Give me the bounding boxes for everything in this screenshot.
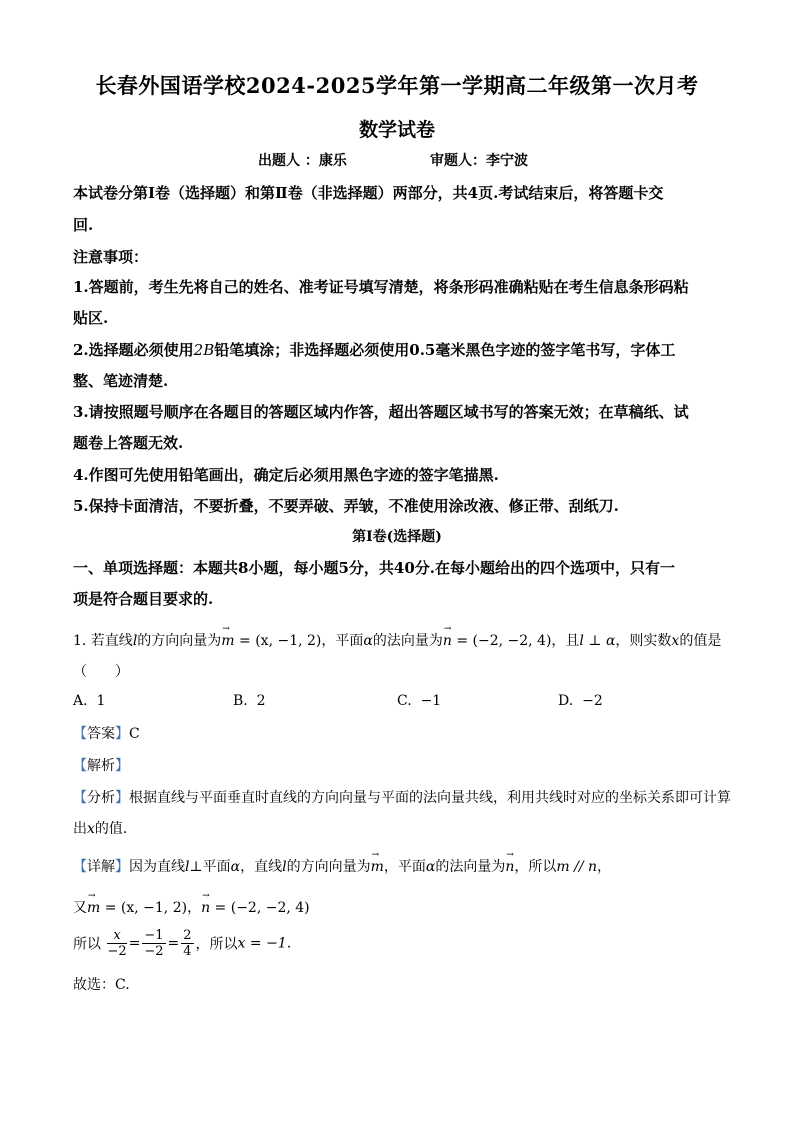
xj-text-6: 的法向量为 bbox=[435, 859, 506, 875]
note-2-line-2: 整、笔迹清楚. bbox=[73, 372, 169, 390]
bracket-open-icon: 【 bbox=[73, 758, 87, 774]
answer-value: C bbox=[129, 726, 140, 742]
vector-arrow-icon: → bbox=[88, 891, 96, 901]
frac-2-den: −2 bbox=[144, 944, 164, 959]
bracket-open-icon: 【 bbox=[73, 726, 87, 742]
note-4: 4.作图可先使用铅笔画出，确定后必须用黑色字迹的签字笔描黑. bbox=[73, 466, 499, 484]
exam-title: 长春外国语学校2024-2025学年第一学期高二年级第一次月考 bbox=[95, 73, 699, 98]
fraction-1 bbox=[107, 928, 126, 959]
xj-m-symbol: m bbox=[370, 859, 384, 875]
fenxi-line-2 bbox=[73, 818, 127, 838]
frac-2-num: −1 bbox=[144, 928, 164, 943]
xiangjie-line-3 bbox=[73, 928, 291, 959]
analysis-tag: 解析 bbox=[87, 758, 115, 774]
xj-so: 所以 bbox=[73, 936, 101, 953]
option-value: 2 bbox=[256, 693, 266, 709]
note-2-text-a: 2.选择题必须使用 bbox=[73, 341, 194, 359]
q1-text-7: 的值是 bbox=[679, 633, 722, 649]
section-heading: 第Ⅰ卷(选择题) bbox=[352, 529, 442, 545]
note-5: 5.保持卡面清洁，不要折叠，不要弄破、弄皱，不准使用涂改液、修正带、刮纸刀. bbox=[73, 497, 619, 515]
xiangjie-choose: 故选：C. bbox=[73, 977, 130, 993]
xj-l-1: l bbox=[185, 859, 190, 875]
fenxi-text-2b: 的值. bbox=[94, 821, 128, 837]
option-a[interactable] bbox=[73, 693, 105, 709]
fenxi-tag: 分析 bbox=[87, 790, 115, 806]
question-1-stem bbox=[73, 624, 722, 650]
xj-m-symbol-2: m bbox=[87, 900, 101, 916]
notes-heading: 注意事项： bbox=[73, 248, 149, 266]
q1-line-var: l bbox=[132, 633, 138, 649]
question-1-paren: （ ） bbox=[73, 664, 129, 680]
q1-text-2: 的方向向量为 bbox=[137, 633, 222, 649]
note-2-pencil: 2B bbox=[193, 341, 215, 359]
fenxi-text-2a: 出 bbox=[73, 821, 87, 837]
note-2-line-1 bbox=[73, 339, 675, 360]
q1-m-symbol: m bbox=[221, 633, 235, 649]
xj-vector-n-2 bbox=[201, 891, 211, 916]
answer-tag: 答案 bbox=[87, 726, 115, 742]
xj-text-3: ，直线 bbox=[240, 859, 283, 875]
xj-alpha-2: α bbox=[425, 859, 436, 875]
xj-so2: ，所以 bbox=[195, 936, 238, 953]
frac-3-den: 4 bbox=[183, 944, 192, 959]
fenxi-text-1: 根据直线与平面垂直时直线的方向向量与平面的法向量共线，利用共线时对应的坐标关系即可计算 bbox=[129, 790, 731, 806]
frac-1-den: −2 bbox=[107, 944, 127, 959]
xj-alpha-1: α bbox=[230, 859, 241, 875]
vector-arrow-icon: → bbox=[506, 850, 514, 860]
q1-n-value: = (−2, −2, 4) bbox=[451, 633, 552, 649]
bracket-close-icon: 】 bbox=[115, 790, 129, 806]
q1-perp: l ⊥ α bbox=[579, 633, 616, 649]
xj-vector-m bbox=[370, 850, 384, 875]
xiangjie-line-1 bbox=[73, 850, 612, 876]
bracket-close-icon: 】 bbox=[115, 726, 129, 742]
option-label: D. bbox=[558, 693, 574, 709]
option-c[interactable] bbox=[397, 693, 441, 709]
xj-also: 又 bbox=[73, 900, 87, 916]
section-instr-line-1: 一、单项选择题：本题共8小题，每小题5分，共40分.在每小题给出的四个选项中，只有一 bbox=[73, 559, 675, 577]
option-value: −2 bbox=[582, 693, 603, 709]
vector-arrow-icon: → bbox=[222, 624, 230, 634]
xj-vector-m-2 bbox=[87, 891, 101, 916]
bracket-open-icon: 【 bbox=[73, 859, 87, 875]
frac-1-num: x bbox=[107, 928, 126, 944]
vector-arrow-icon: → bbox=[202, 891, 210, 901]
xj-text-2: ⊥平面 bbox=[189, 859, 231, 875]
q1-text-1: 1. 若直线 bbox=[73, 633, 133, 649]
xiangjie-line-2 bbox=[73, 891, 310, 917]
note-2-text-c: 铅笔填涂；非选择题必须使用0.5毫米黑色字迹的签字笔书写，字体工 bbox=[214, 341, 676, 359]
bracket-close-icon: 】 bbox=[115, 859, 129, 875]
xj-parallel: m // n bbox=[556, 859, 598, 875]
xj-n-symbol: n bbox=[505, 859, 515, 875]
xj-result: x = −1. bbox=[237, 935, 292, 952]
intro-line-2: 回. bbox=[73, 216, 94, 234]
bracket-open-icon: 【 bbox=[73, 790, 87, 806]
xj-n-symbol-2: n bbox=[201, 900, 211, 916]
note-3-line-2: 题卷上答题无效. bbox=[73, 434, 184, 452]
note-1-line-2: 贴区. bbox=[73, 309, 109, 327]
bracket-close-icon: 】 bbox=[115, 758, 129, 774]
section-instr-line-2: 项是符合题目要求的. bbox=[73, 590, 214, 608]
option-b[interactable] bbox=[233, 693, 266, 709]
option-d[interactable] bbox=[558, 693, 603, 709]
xj-comma: ， bbox=[187, 900, 202, 916]
q1-text-6: ，则实数 bbox=[615, 633, 672, 649]
q1-m-value: = (x, −1, 2) bbox=[234, 633, 322, 649]
question-1-options bbox=[0, 693, 794, 713]
vector-arrow-icon: → bbox=[443, 624, 452, 634]
q1-x: x bbox=[671, 633, 680, 649]
q1-text-5: ，且 bbox=[551, 633, 580, 649]
vector-arrow-icon: → bbox=[371, 850, 380, 860]
q1-vector-m bbox=[221, 624, 235, 649]
setter: 出题人 ：康乐 bbox=[258, 153, 347, 169]
reviewer: 审题人：李宁波 bbox=[430, 153, 528, 169]
eq-sign-1: = bbox=[128, 935, 141, 952]
xj-text-8: ， bbox=[597, 859, 612, 875]
fenxi-x: x bbox=[87, 821, 95, 837]
xj-n-value: = (−2, −2, 4) bbox=[210, 900, 310, 916]
xj-text-1: 因为直线 bbox=[129, 859, 185, 875]
xj-vector-n bbox=[505, 850, 515, 875]
option-label: C. bbox=[397, 693, 412, 709]
q1-n-symbol: n bbox=[442, 633, 452, 649]
option-value: −1 bbox=[420, 693, 442, 709]
xiangjie-tag: 详解 bbox=[87, 859, 115, 875]
fraction-3 bbox=[181, 928, 193, 959]
fenxi-line-1 bbox=[73, 787, 731, 807]
q1-alpha: α bbox=[363, 633, 373, 649]
exam-subtitle: 数学试卷 bbox=[358, 119, 435, 141]
xj-m-value: = (x, −1, 2) bbox=[100, 900, 188, 916]
note-3-line-1: 3.请按照题号顺序在各题目的答题区域内作答，超出答题区域书写的答案无效；在草稿纸、试 bbox=[73, 403, 689, 421]
analysis-tag-line bbox=[73, 755, 129, 775]
fraction-2 bbox=[142, 928, 165, 959]
frac-3-num: 2 bbox=[183, 928, 192, 943]
eq-sign-2: = bbox=[167, 935, 180, 952]
intro-line-1: 本试卷分第Ⅰ卷（选择题）和第Ⅱ卷（非选择题）两部分，共4页.考试结束后，将答题卡交 bbox=[73, 184, 664, 202]
q1-text-3: ，平面 bbox=[321, 633, 364, 649]
answer-line bbox=[73, 723, 140, 743]
xj-text-4: 的方向向量为 bbox=[286, 859, 371, 875]
option-label: B. bbox=[233, 693, 248, 709]
xj-text-5: ，平面 bbox=[383, 859, 426, 875]
option-value: 1 bbox=[96, 693, 106, 709]
q1-vector-n bbox=[442, 624, 452, 649]
option-label: A. bbox=[73, 693, 88, 709]
xj-text-7: ，所以 bbox=[514, 859, 557, 875]
xj-l-2: l bbox=[282, 859, 287, 875]
q1-text-4: 的法向量为 bbox=[372, 633, 443, 649]
note-1-line-1: 1.答题前，考生先将自己的姓名、准考证号填写清楚，将条形码准确粘贴在考生信息条形码粘 bbox=[73, 278, 689, 296]
